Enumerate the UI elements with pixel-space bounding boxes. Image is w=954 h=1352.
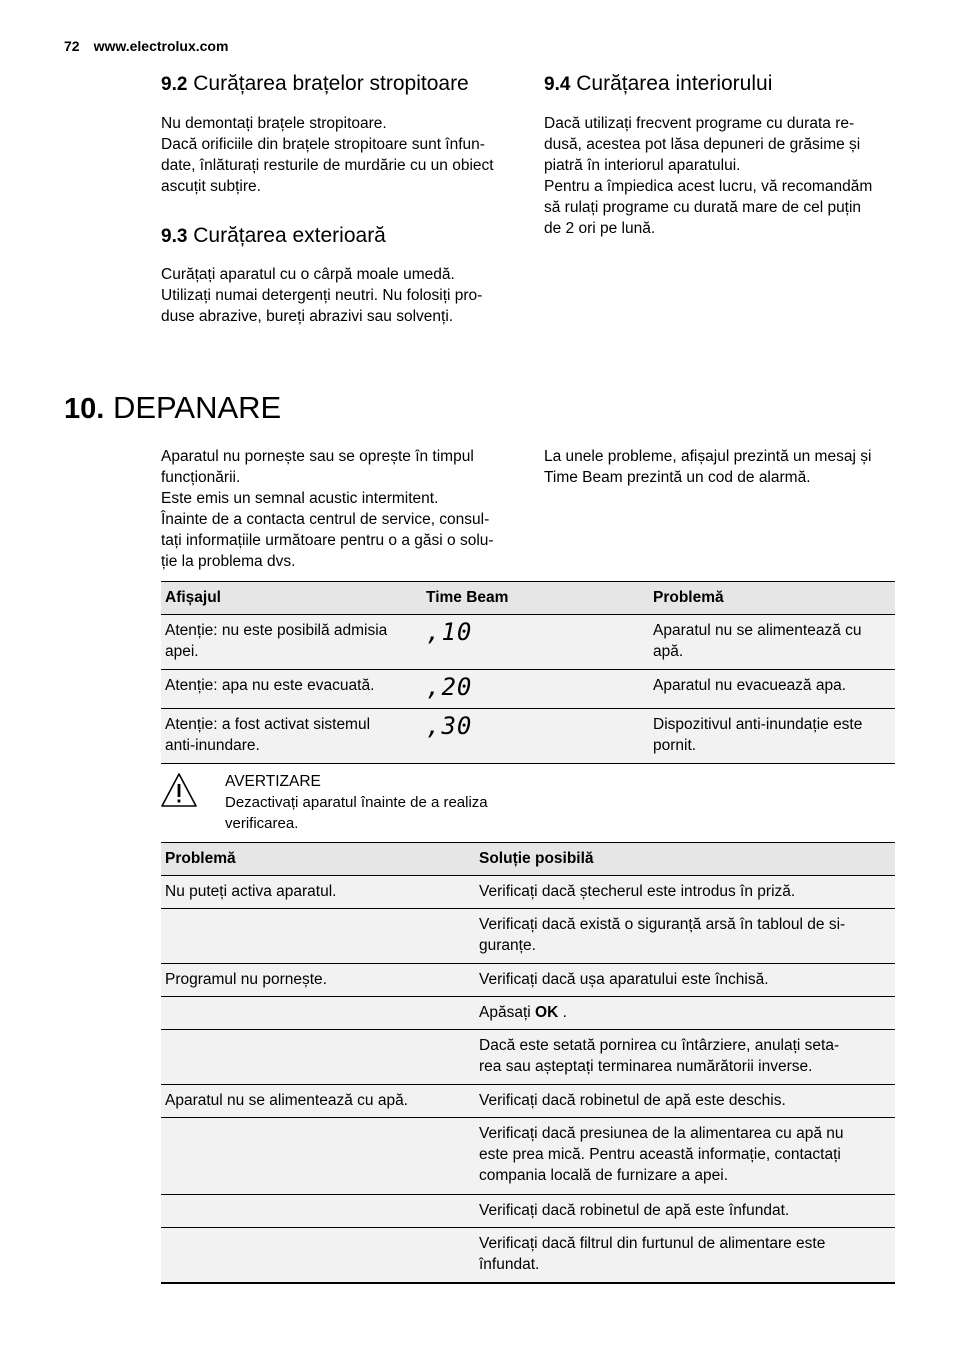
text-line: Curățați aparatul cu o cârpă moale umedă. [161,266,455,283]
table-row [161,964,895,997]
table-row [161,1195,895,1228]
solution-cell: Verificați dacă filtrul din furtunul de alimentare este înfundat. [475,1228,895,1283]
text-line: Înainte de a contacta centrul de service, consul- [161,511,490,528]
problem-cell [161,1118,475,1195]
text-line: date, înlăturați resturile de murdărie cu un obiect [161,157,494,174]
chapter-10-heading [64,390,281,426]
solution-cell: Verificați dacă ștecherul este introdus în priză. [475,876,895,909]
display-cell: Atenție: nu este posibilă admisia apei. [161,615,422,670]
table-header-row [161,843,895,876]
chapter-title: DEPANARE [112,390,282,425]
column-header: Problemă [649,582,895,615]
text-line: Dacă utilizați frecvent programe cu durata re- [544,115,855,132]
problem-cell [161,1195,475,1228]
problem-cell: Nu puteți activa aparatul. [161,876,475,909]
table-row [161,1228,895,1283]
section-number: 9.2 [161,74,188,95]
problem-cell: Aparatul nu evacuează apa. [649,670,895,709]
table-row [161,670,895,709]
alarm-code-table [161,581,895,764]
table-row [161,615,895,670]
table-row [161,909,895,964]
site-url: www.electrolux.com [93,38,229,54]
text-line: duse abrazive, bureți abrazivi sau solvenți. [161,308,454,325]
section-9-3-body [161,264,482,327]
section-title: Curățarea interiorului [576,72,773,95]
chapter-10-intro [161,446,494,572]
warning-title: AVERTIZARE [225,773,321,790]
text-line: Nu demontați brațele stropitoare. [161,115,387,132]
table-header-row [161,582,895,615]
time-beam-cell [422,615,649,670]
solution-cell: Verificați dacă ușa aparatului este închisă. [475,964,895,997]
page-number: 72 [64,38,80,54]
warning-box [225,771,488,834]
section-9-4-body [544,113,872,239]
time-beam-cell [422,670,649,709]
column-header: Problemă [161,843,475,876]
text-line: ascuțit subțire. [161,178,261,195]
text-line: ție la problema dvs. [161,553,296,570]
section-number: 9.3 [161,226,188,247]
section-9-2-heading [161,72,469,96]
text-line: Time Beam prezintă un cod de alarmă. [544,469,811,486]
alarm-code: ,20 [426,673,473,701]
table-row [161,876,895,909]
text-line: Aparatul nu pornește sau se oprește în timpul [161,448,474,465]
section-9-3-heading [161,224,386,248]
chapter-10-note [544,446,871,488]
solution-cell: Verificați dacă robinetul de apă este deschis. [475,1085,895,1118]
solution-cell: Dacă este setată pornirea cu întârziere, anulați seta- rea sau așteptați terminarea numărătorii inverse. [475,1030,895,1085]
text-line: Utilizați numai detergenți neutri. Nu folosiți pro- [161,287,483,304]
text-line: funcționării. [161,469,241,486]
section-9-2-body [161,113,494,197]
problem-cell [161,997,475,1030]
problem-cell: Aparatul nu se alimentează cu apă. [161,1085,475,1118]
column-header: Time Beam [422,582,649,615]
column-header: Soluție posibilă [475,843,895,876]
text-line: Este emis un semnal acustic intermitent. [161,490,439,507]
table-row [161,709,895,764]
text-line: Dacă orificiile din brațele stropitoare sunt înfun- [161,136,485,153]
table-row [161,997,895,1030]
section-number: 9.4 [544,74,571,95]
problem-cell: Aparatul nu se alimentează cu apă. [649,615,895,670]
solution-cell: Apăsați OK . [475,997,895,1030]
solution-cell: Verificați dacă există o siguranță arsă în tabloul de si- guranțe. [475,909,895,964]
table-row [161,1030,895,1085]
problem-cell [161,909,475,964]
troubleshooting-table [161,842,895,1284]
text-line: tați informațiile următoare pentru o a găsi o solu- [161,532,494,549]
text-line: La unele probleme, afișajul prezintă un mesaj și [544,448,872,465]
text-line: Pentru a împiedica acest lucru, vă recomandăm [544,178,873,195]
display-cell: Atenție: apa nu este evacuată. [161,670,422,709]
alarm-code: ,10 [426,618,473,646]
ok-key-label: OK [535,1004,559,1021]
text-line: să rulați programe cu durată mare de cel puțin [544,199,862,216]
text-line: Dezactivați aparatul înainte de a realiza [225,794,488,811]
problem-cell: Dispozitivul anti-inundație este pornit. [649,709,895,764]
warning-icon [160,772,198,808]
chapter-number: 10. [64,393,105,425]
text-line: piatră în interiorul aparatului. [544,157,741,174]
text-line: verificarea. [225,815,299,832]
problem-cell: Programul nu pornește. [161,964,475,997]
table-row [161,1085,895,1118]
text-line: dusă, acestea pot lăsa depuneri de grăsime și [544,136,861,153]
section-9-4-heading [544,72,772,96]
problem-cell [161,1228,475,1283]
alarm-code: ,30 [426,712,473,740]
time-beam-cell [422,709,649,764]
display-cell: Atenție: a fost activat sistemul anti-inundare. [161,709,422,764]
page-header [64,38,228,54]
solution-cell: Verificați dacă presiunea de la alimentarea cu apă nu este prea mică. Pentru această informație, contactați compania locală de furnizare a apei. [475,1118,895,1195]
section-title: Curățarea brațelor stropitoare [193,72,469,95]
text-line: de 2 ori pe lună. [544,220,656,237]
table-row [161,1118,895,1195]
problem-cell [161,1030,475,1085]
solution-cell: Verificați dacă robinetul de apă este înfundat. [475,1195,895,1228]
column-header: Afișajul [161,582,422,615]
section-title: Curățarea exterioară [193,224,386,247]
